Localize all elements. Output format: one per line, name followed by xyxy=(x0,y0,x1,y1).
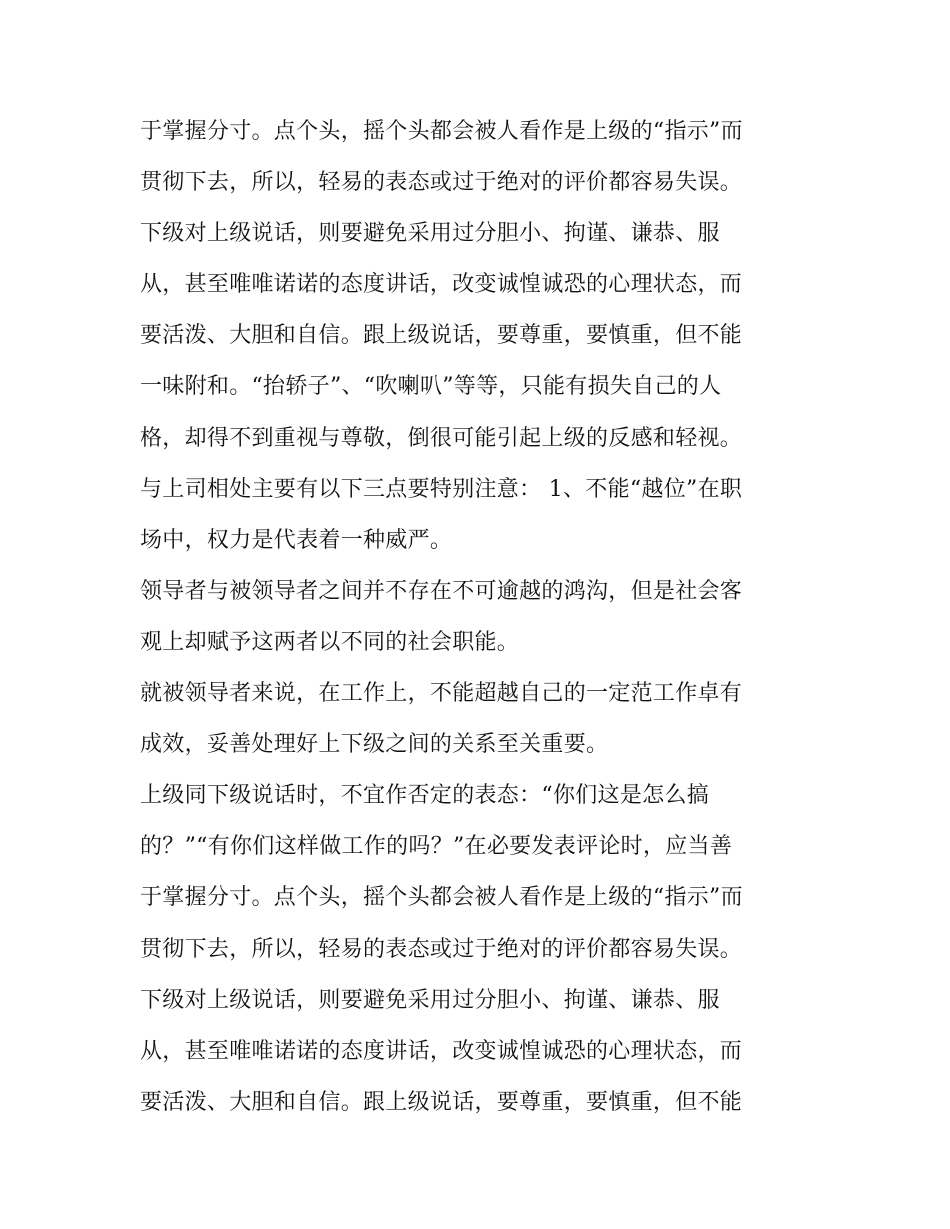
text-line: 下级对上级说话，则要避免采用过分胆小、拘谨、谦恭、服 xyxy=(140,221,720,247)
text-line: 与上司相处主要有以下三点要特别注意： 1、不能“越位”在职 xyxy=(140,476,743,502)
text-line: 贯彻下去，所以，轻易的表态或过于绝对的评价都容易失误。 xyxy=(140,936,743,962)
text-line: 从，甚至唯唯诺诺的态度讲话，改变诚惶诚恐的心理状态，而 xyxy=(140,272,743,298)
text-line: 一味附和。“抬轿子”、“吹喇叭”等等，只能有损失自己的人 xyxy=(140,374,722,400)
text-line: 观上却赋予这两者以不同的社会职能。 xyxy=(140,629,520,655)
text-line: 要活泼、大胆和自信。跟上级说话，要尊重，要慎重，但不能 xyxy=(140,1089,743,1115)
text-line: 领导者与被领导者之间并不存在不可逾越的鸿沟，但是社会客 xyxy=(140,578,743,604)
text-line: 格，却得不到重视与尊敬，倒很可能引起上级的反感和轻视。 xyxy=(140,425,743,451)
text-line: 下级对上级说话，则要避免采用过分胆小、拘谨、谦恭、服 xyxy=(140,987,720,1013)
text-line: 成效，妥善处理好上下级之间的关系至关重要。 xyxy=(140,732,609,758)
document-body xyxy=(140,106,820,1128)
text-line: 于掌握分寸。点个头，摇个头都会被人看作是上级的“指示”而 xyxy=(140,119,743,144)
text-line: 的？”“有你们这样做工作的吗？”在必要发表评论时，应当善 xyxy=(140,834,733,860)
text-line: 要活泼、大胆和自信。跟上级说话，要尊重，要慎重，但不能 xyxy=(140,323,743,349)
text-line: 贯彻下去，所以，轻易的表态或过于绝对的评价都容易失误。 xyxy=(140,170,743,196)
text-line: 从，甚至唯唯诺诺的态度讲话，改变诚惶诚恐的心理状态，而 xyxy=(140,1038,743,1064)
text-line: 上级同下级说话时，不宜作否定的表态：“你们这是怎么搞 xyxy=(140,783,710,809)
text-line: 场中，权力是代表着一种威严。 xyxy=(140,527,453,553)
text-line: 于掌握分寸。点个头，摇个头都会被人看作是上级的“指示”而 xyxy=(140,885,743,911)
text-line: 就被领导者来说，在工作上，不能超越自己的一定范工作卓有 xyxy=(140,681,743,707)
